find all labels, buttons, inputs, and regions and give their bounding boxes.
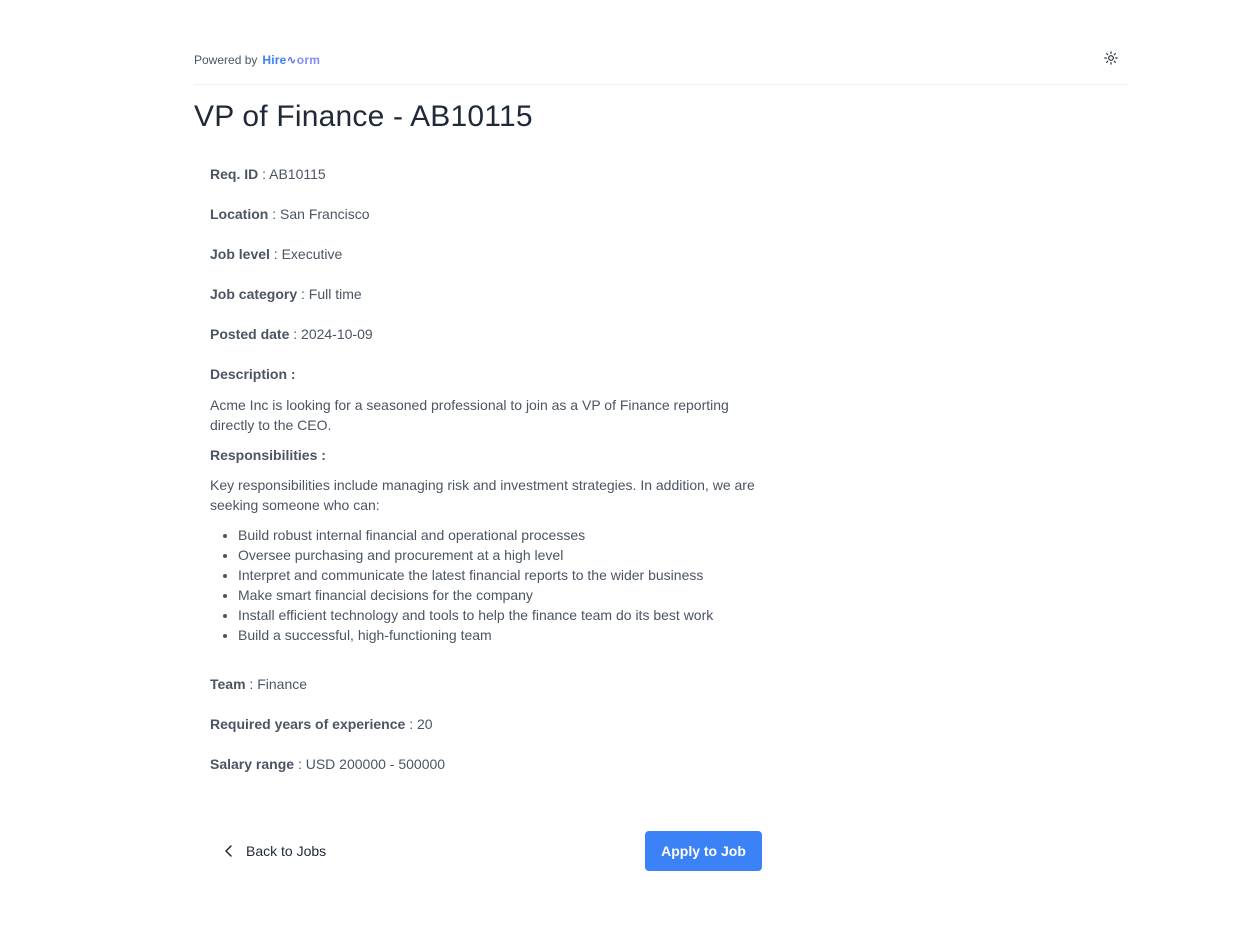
hireform-logo[interactable]: [262, 53, 320, 67]
apply-to-job-button[interactable]: Apply to Job: [645, 831, 762, 871]
posted-date-label: Posted date: [210, 326, 290, 342]
salary-field: [210, 754, 770, 774]
salary-value: : USD 200000 - 500000: [294, 756, 446, 772]
location-field: [210, 204, 770, 224]
location-label: Location: [210, 206, 269, 222]
logo-text-part2: orm: [296, 53, 321, 67]
description-label: Description: [210, 366, 288, 382]
job-level-label: Job level: [210, 246, 270, 262]
location-value: : San Francisco: [268, 206, 370, 222]
job-level-value: : Executive: [269, 246, 343, 262]
powered-by-label: Powered by: [194, 53, 258, 67]
list-item: • Build a successful, high-functioning team: [238, 625, 770, 645]
description-separator: :: [287, 366, 296, 382]
posted-date-value: : 2024-10-09: [289, 326, 373, 342]
job-category-field: [210, 284, 770, 304]
job-level-field: [210, 244, 770, 264]
job-details: [210, 164, 770, 794]
list-item: • Oversee purchasing and procurement at a high level: [238, 545, 770, 565]
experience-field: [210, 714, 770, 734]
top-bar: [194, 48, 1128, 85]
experience-label: Required years of experience: [210, 716, 406, 732]
sun-icon[interactable]: [1104, 51, 1118, 65]
page-title: VP of Finance - AB10115: [194, 100, 533, 133]
list-item: • Install efficient technology and tools to help the finance team do its best work: [238, 605, 770, 625]
req-id-label: Req. ID: [210, 166, 259, 182]
description-field: [210, 364, 770, 384]
experience-value: : 20: [405, 716, 433, 732]
responsibilities-label: [210, 445, 770, 465]
job-category-label: Job category: [210, 286, 298, 302]
team-label: Team: [210, 676, 246, 692]
responsibilities-intro: Key responsibilities include managing risk and investment strategies. In addition, we are seeking someone who can:: [210, 477, 755, 513]
posted-date-field: [210, 324, 770, 344]
responsibilities-list: [210, 525, 770, 645]
job-category-value: : Full time: [297, 286, 362, 302]
salary-label: Salary range: [210, 756, 295, 772]
chevron-left-icon: [224, 844, 234, 858]
logo-wave: ∿: [286, 53, 297, 67]
powered-by: [194, 53, 320, 67]
list-item: • Make smart financial decisions for the company: [238, 585, 770, 605]
back-to-jobs-label: Back to Jobs: [246, 843, 327, 859]
back-to-jobs-button[interactable]: [224, 836, 326, 866]
req-id-field: [210, 164, 770, 184]
description-text: Acme Inc is looking for a seasoned professional to join as a VP of Finance reporting directly to the CEO.: [210, 397, 729, 433]
logo-text-part1: Hire: [262, 53, 287, 67]
list-item: • Build robust internal financial and operational processes: [238, 525, 770, 545]
responsibilities-heading: Responsibilities :: [210, 447, 326, 463]
list-item: • Interpret and communicate the latest financial reports to the wider business: [238, 565, 770, 585]
req-id-value: : AB10115: [258, 166, 326, 182]
team-field: [210, 674, 770, 694]
team-value: : Finance: [245, 676, 308, 692]
